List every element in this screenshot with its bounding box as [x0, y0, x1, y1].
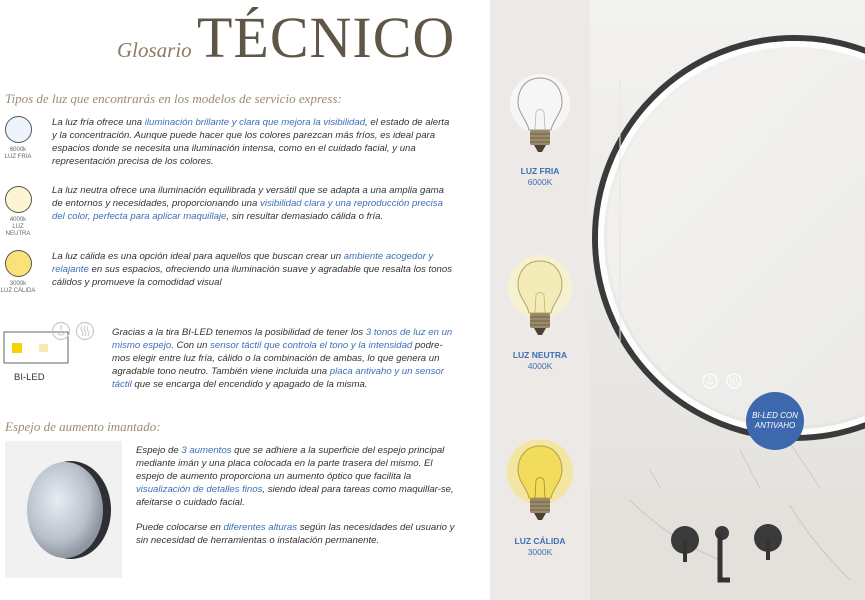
cold-bulb-label: LUZ FRIA 6000K — [520, 166, 560, 187]
warm-light-caption: 3000k LUZ CÁLIDA — [0, 281, 36, 294]
title-tecnico: TÉCNICO — [197, 5, 456, 70]
warm-bulb-icon — [505, 440, 575, 530]
cold-light-text: La luz fría ofrece una iluminación brillante y clara que mejora la visibilidad, el estado de alerta y la concentración. Aunque puede hacer que los colores parezcan más fríos, es ideal para espacios donde se necesita una iluminación intensa, como en el cuidado facial, y una representación precisa de los colores. — [52, 117, 450, 167]
magnifying-mirror-icon — [5, 441, 122, 578]
warm-bulb-label: LUZ CÁLIDA 3000K — [514, 536, 566, 557]
bathroom-mirror-illustration — [590, 0, 865, 600]
cold-light-caption: 6000k LUZ FRIA — [4, 147, 32, 160]
biled-antivaho-badge: BI-LED CON ANTIVAHO — [746, 392, 804, 450]
magnifying-mirror-image — [5, 441, 122, 578]
warm-light-text: La luz cálida es una opción ideal para aquellos que buscan crear un ambiente acogedor y relajante en sus espacios, ofreciendo una iluminación suave y agradable que resalta los tonos cálidos y promueve la comodidad visual — [52, 251, 453, 288]
neutral-light-text: La luz neutra ofrece una iluminación equilibrada y versátil que se adapta a una amplia gama de entornos y necesidades, proporcionando una visibilidad clara y una reproducción precisa del color, perfecta para aplicar maquillaje, sin resultar demasiado cálida o fría. — [52, 185, 444, 222]
mirror-photo — [590, 0, 865, 600]
neutral-bulb-icon — [505, 255, 575, 345]
biled-strip-icon — [2, 318, 100, 366]
magnifying-mirror-text-2: Puede colocarse en diferentes alturas según las necesidades del usuario y sin necesidad de herramientas o instalación permanente. — [136, 522, 455, 546]
title-glosario: Glosario — [117, 38, 192, 62]
cold-bulb-icon — [505, 72, 575, 162]
warm-light-swatch — [5, 250, 32, 277]
neutral-light-swatch — [5, 186, 32, 213]
cold-light-swatch — [5, 116, 32, 143]
section-espejo-aumento: Espejo de aumento imantado: — [5, 419, 161, 434]
neutral-light-caption: 4000k LUZ NEUTRA — [5, 217, 31, 237]
magnifying-mirror-text-1: Espejo de 3 aumentos que se adhiere a la superficie del espejo principal mediante imán y una placa colocada en la parte trasera del mismo. El espejo de aumento proporciona un aumento óptico que facilita la visualización de detalles finos, siendo ideal para tareas como maquillar-se, afeitarse o cuidado facial. — [136, 445, 454, 508]
biled-text: Gracias a la tira BI-LED tenemos la posibilidad de tener los 3 tonos de luz en un mismo espejo. Con un sensor táctil que controla el tono y la intensidad podre-mos elegir entre luz fría, cálido o la combinación de ambas, lo que genera un agradable tono neutro. También viene incluida una placa antivaho y un sensor táctil que se encarga del encendido y apagado de la misma. — [112, 327, 453, 390]
neutral-bulb-label: LUZ NEUTRA 4000K — [512, 350, 568, 371]
biled-label: BI-LED — [14, 372, 45, 383]
section-tipos-luz: Tipos de luz que encontrarás en los modelos de servicio express: — [5, 91, 342, 106]
